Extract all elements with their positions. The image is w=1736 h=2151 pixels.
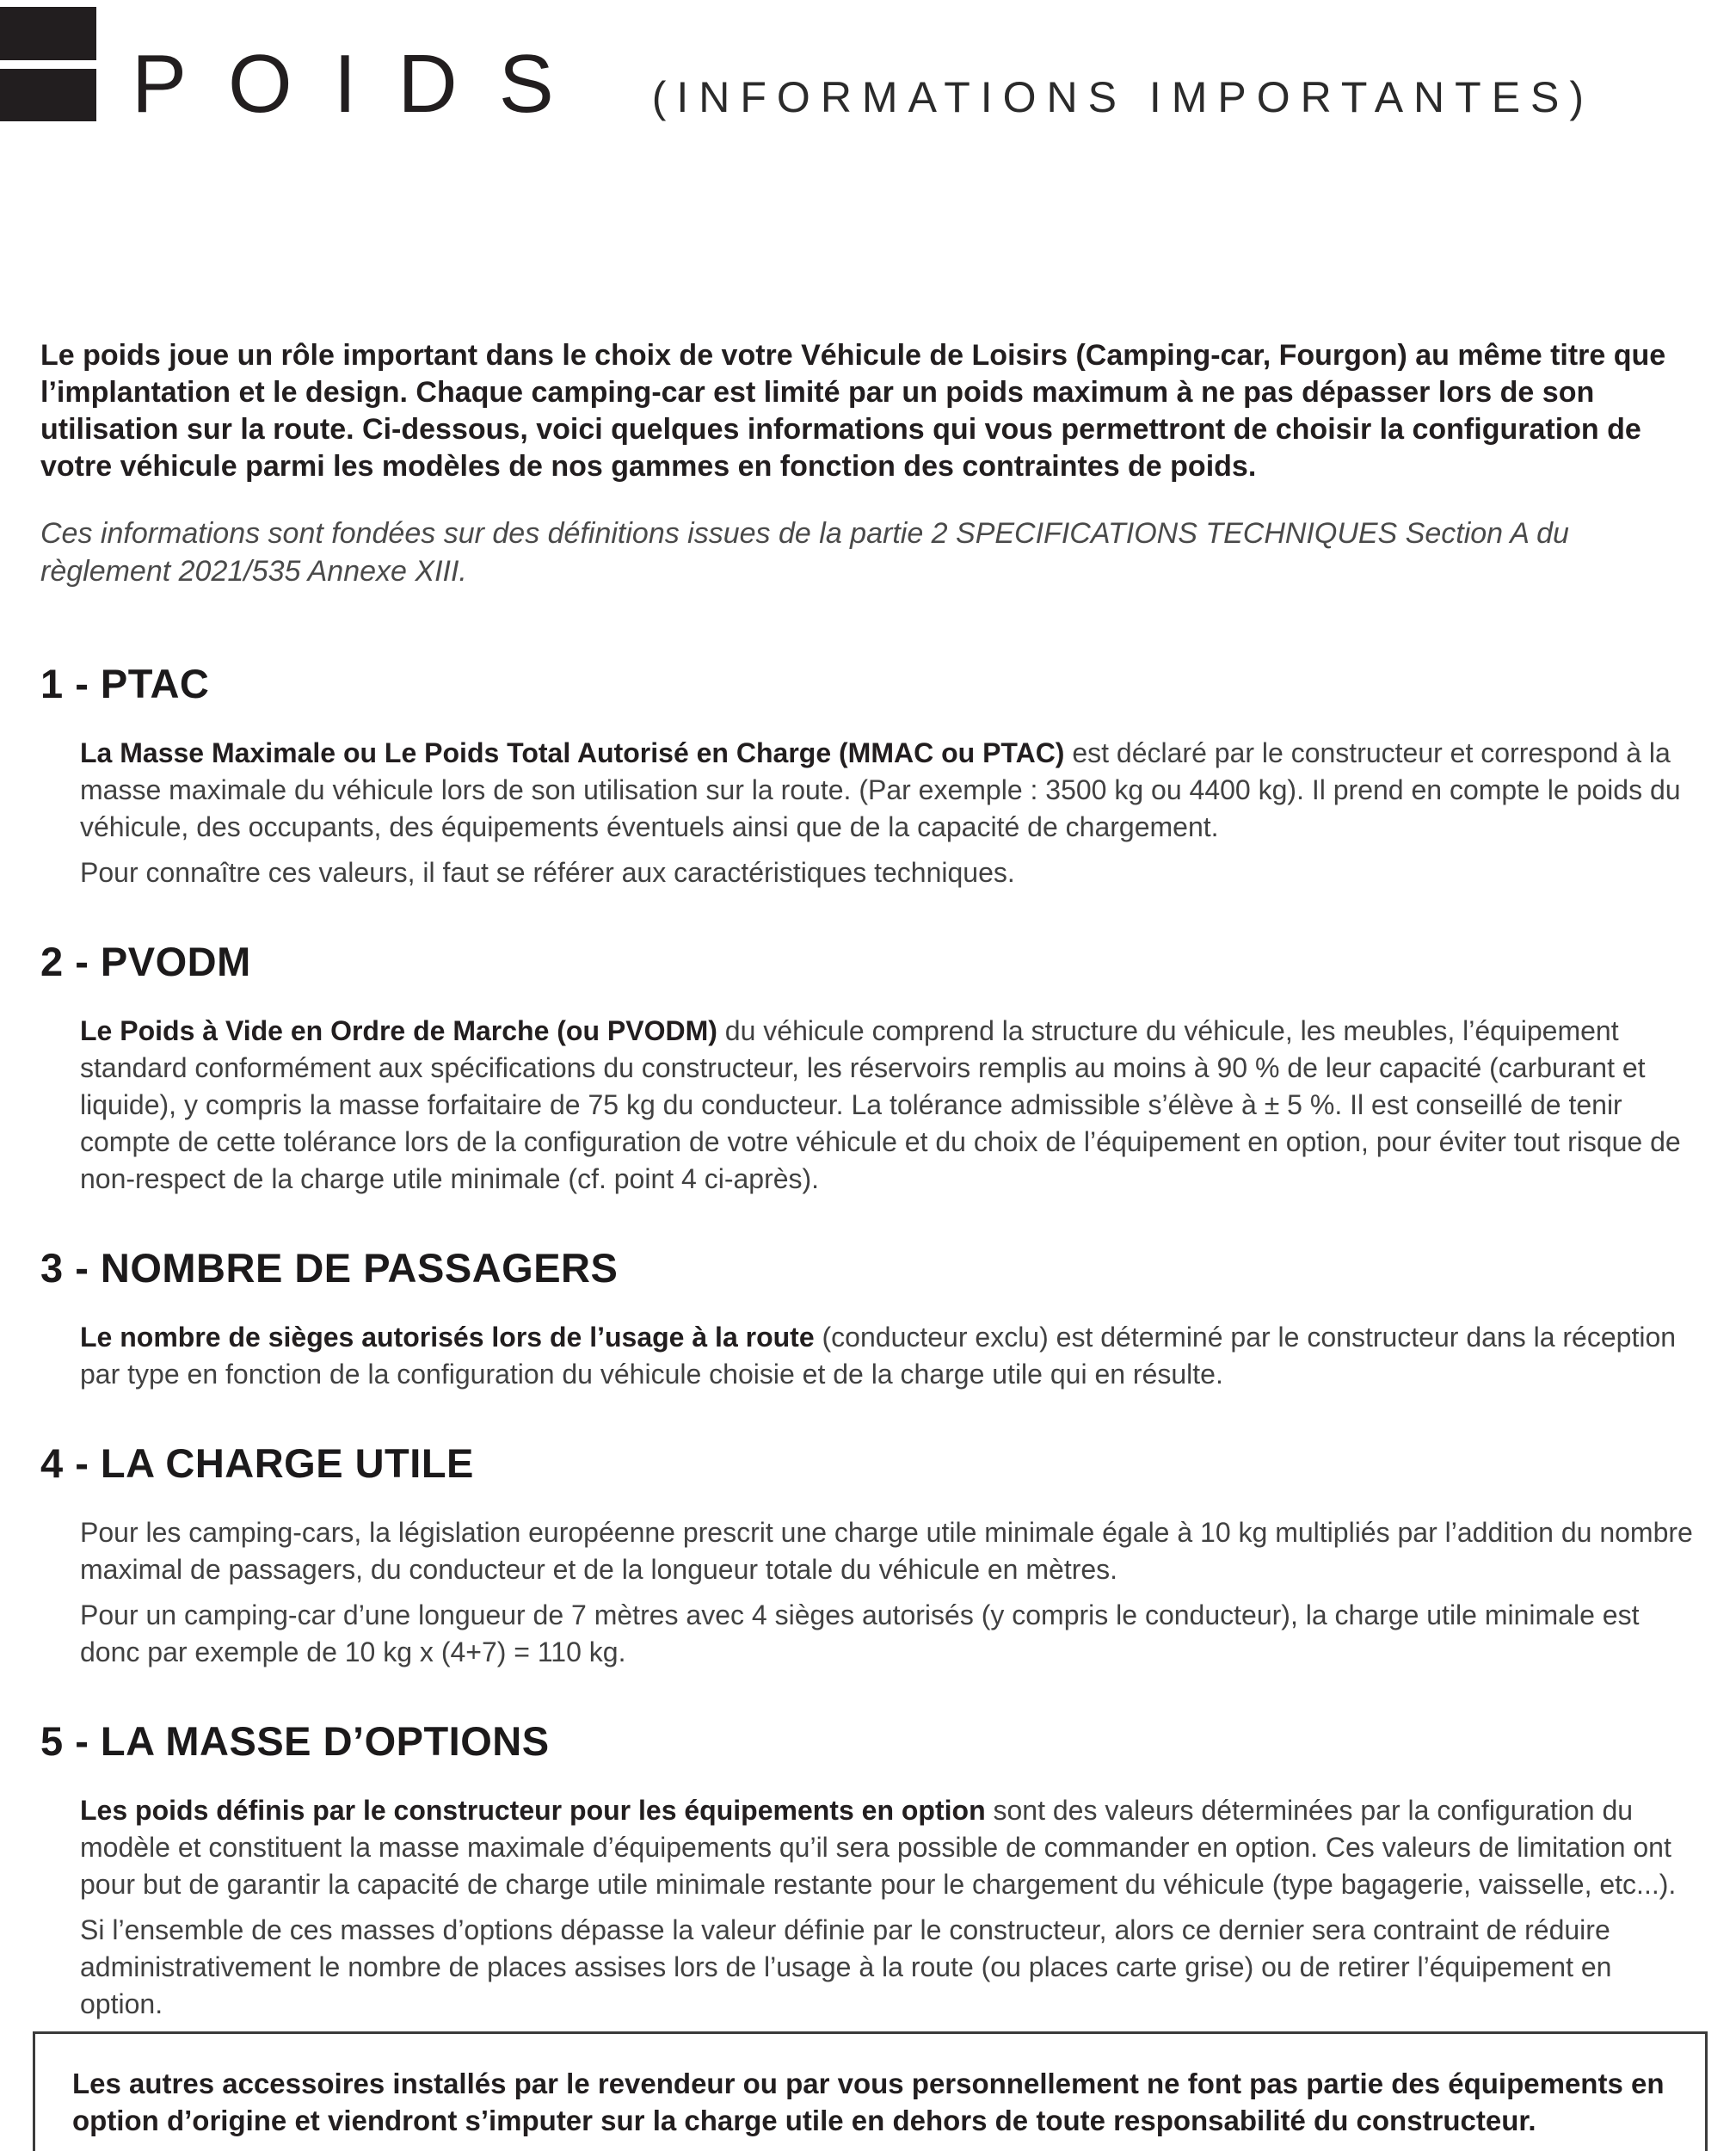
section-heading: 4 - LA CHARGE UTILE: [40, 1440, 474, 1486]
section-heading: 1 - PTAC: [40, 661, 210, 706]
section-paragraph: [80, 1597, 1695, 1671]
section-charge-utile: [40, 1441, 1695, 1671]
section-paragraph: [80, 1514, 1695, 1588]
paragraph-lead: Le Poids à Vide en Ordre de Marche (ou PVODM): [80, 1015, 717, 1046]
paragraph-lead: La Masse Maximale ou Le Poids Total Autorisé en Charge (MMAC ou PTAC): [80, 737, 1065, 768]
notice-text: Les autres accessoires installés par le revendeur ou par vous personnellement ne font pas partie des équipements en option d’origine et viendront s’imputer sur la charge utile en dehors de toute responsabilité du constructeur.: [72, 2068, 1665, 2136]
section-paragraph: [80, 1912, 1695, 2023]
paragraph-text: est déclaré par le constructeur et correspond à la masse maximale du véhicule lors de son utilisation sur la route. (Par exemple : 3500 kg ou 4400 kg). Il prend en compte le poids du véhicule, des occupants, des équipements éventuels ainsi que de la capacité de chargement.: [80, 737, 1681, 842]
paragraph-text: du véhicule comprend la structure du véhicule, les meubles, l’équipement standard conformément aux spécifications du constructeur, les réservoirs remplis au moins à 90 % de leur capacité (carburant et liquide), y compris la masse forfaitaire de 75 kg du conducteur. La tolérance admissible s’élève à ± 5 %. Il est conseillé de tenir compte de cette tolérance lors de la configuration de votre véhicule et du choix de l’équipement en option, pour éviter tout risque de non-respect de la charge utile minimale (cf. point 4 ci-après).: [80, 1015, 1681, 1194]
section-heading: 3 - NOMBRE DE PASSAGERS: [40, 1245, 619, 1291]
paragraph-text: sont des valeurs déterminées par la configuration du modèle et constituent la masse maximale d’équipements qu’il sera possible de commander en option. Ces valeurs de limitation ont pour but de garantir la capacité de charge utile minimale restante pour le chargement du véhicule (type bagagerie, vaisselle, etc...).: [80, 1795, 1677, 1900]
section-heading: 5 - LA MASSE D’OPTIONS: [40, 1718, 550, 1764]
header-text: [132, 38, 1595, 130]
paragraph-lead: Le nombre de sièges autorisés lors de l’usage à la route: [80, 1322, 815, 1353]
section-nombre-de-passagers: [40, 1246, 1695, 1393]
section-ptac: [40, 662, 1695, 891]
page-subtitle: (INFORMATIONS IMPORTANTES): [651, 73, 1595, 121]
section-paragraph: [80, 854, 1695, 891]
section-paragraph: [80, 1319, 1695, 1393]
section-paragraph: [80, 1013, 1695, 1198]
section-pvodm: [40, 940, 1695, 1198]
paragraph-text: Pour connaître ces valeurs, il faut se référer aux caractéristiques techniques.: [80, 857, 1015, 888]
paragraph-text: (conducteur exclu) est déterminé par le constructeur dans la réception par type en fonction de la configuration du véhicule choisie et de la charge utile qui en résulte.: [80, 1322, 1677, 1390]
paragraph-text: Pour les camping-cars, la législation européenne prescrit une charge utile minimale égale à 10 kg multipliés par l’addition du nombre maximal de passagers, du conducteur et de la longueur totale du véhicule en mètres.: [80, 1517, 1693, 1585]
page-header: [40, 0, 1695, 131]
brand-logo: [0, 7, 96, 121]
paragraph-lead: Les poids définis par le constructeur pour les équipements en option: [80, 1795, 986, 1826]
section-heading: 2 - PVODM: [40, 939, 251, 984]
logo-stripe: [0, 60, 96, 69]
section-masse-options: [40, 1719, 1695, 2023]
regulatory-note: Ces informations sont fondées sur des définitions issues de la partie 2 SPECIFICATIONS TECHNIQUES Section A du règlement 2021/535 Annexe XIII.: [40, 517, 1569, 588]
paragraph-text: Si l’ensemble de ces masses d’options dépasse la valeur définie par le constructeur, alors ce dernier sera contraint de réduire administrativement le nombre de places assises lors de l’usage à la route (ou places carte grise) ou de retirer l’équipement en option.: [80, 1914, 1612, 2019]
intro-lead-paragraph: Le poids joue un rôle important dans le choix de votre Véhicule de Loisirs (Camping-car, Fourgon) au même titre que l’implantation et le design. Chaque camping-car est limité par un poids maximum à ne pas dépasser lors de son utilisation sur la route. Ci-dessous, voici quelques informations qui vous permettront de choisir la configuration de votre véhicule parmi les modèles de nos gammes en fonction des contraintes de poids.: [40, 339, 1666, 483]
notice-box: [33, 2031, 1708, 2151]
paragraph-text: Pour un camping-car d’une longueur de 7 mètres avec 4 sièges autorisés (y compris le conducteur), la charge utile minimale est donc par exemple de 10 kg x (4+7) = 110 kg.: [80, 1599, 1640, 1667]
section-paragraph: [80, 735, 1695, 846]
section-paragraph: [80, 1792, 1695, 1903]
page-title: POIDS: [132, 38, 595, 130]
